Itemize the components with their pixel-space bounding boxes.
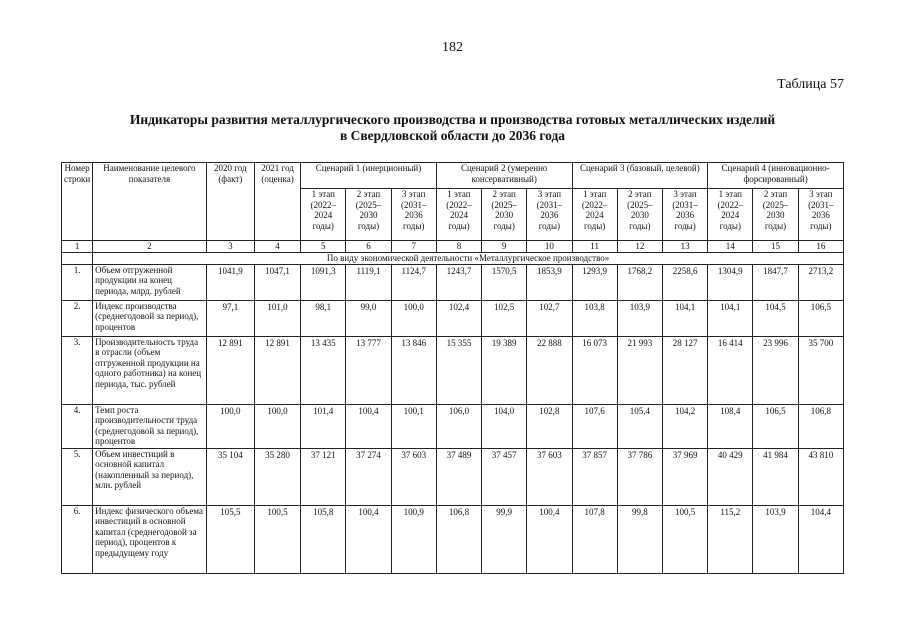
- header-s4-stage-3: 3 этап (2031–2036 годы): [798, 189, 843, 241]
- value-cell: 104,2: [662, 404, 707, 448]
- value-cell: 101,4: [301, 404, 346, 448]
- document-title-line-1: Индикаторы развития металлургического производства и производства готовых металлических изделий: [129, 112, 776, 127]
- row-number-cell: 3.: [62, 336, 93, 404]
- table-row: [62, 264, 844, 300]
- value-cell: 99,8: [617, 505, 662, 573]
- column-number: 12: [617, 241, 662, 253]
- value-cell: 100,0: [206, 404, 254, 448]
- value-cell: 1304,9: [708, 264, 753, 300]
- value-cell: 102,4: [436, 300, 481, 336]
- document-title: [60, 112, 845, 144]
- column-number: 6: [346, 241, 391, 253]
- value-cell: 1768,2: [617, 264, 662, 300]
- table-label: Таблица 57: [777, 77, 844, 92]
- value-cell: 2258,6: [662, 264, 707, 300]
- value-cell: 37 786: [617, 448, 662, 505]
- value-cell: 37 489: [436, 448, 481, 505]
- indicator-name-cell: Индекс физического объема инвестиций в основной капитал (среднегодовой за период), процентов к предыдущему году: [93, 505, 207, 573]
- value-cell: 99,0: [346, 300, 391, 336]
- row-number-cell: 5.: [62, 448, 93, 505]
- section-title: По виду экономической деятельности «Металлургическое производство»: [93, 252, 844, 264]
- value-cell: 105,8: [301, 505, 346, 573]
- table-row: [62, 300, 844, 336]
- row-number-cell: 2.: [62, 300, 93, 336]
- indicator-name-cell: Объем отгруженной продукции на конец периода, млрд. рублей: [93, 264, 207, 300]
- header-s2-stage-1: 1 этап (2022–2024 годы): [436, 189, 481, 241]
- value-cell: 106,5: [798, 300, 843, 336]
- column-number: 13: [662, 241, 707, 253]
- value-cell: 102,8: [527, 404, 572, 448]
- value-cell: 100,0: [254, 404, 300, 448]
- value-cell: 106,5: [753, 404, 798, 448]
- header-s4-stage-1: 1 этап (2022–2024 годы): [708, 189, 753, 241]
- header-row-number: Номер строки: [62, 163, 93, 241]
- value-cell: 37 603: [527, 448, 572, 505]
- value-cell: 107,8: [572, 505, 617, 573]
- value-cell: 21 993: [617, 336, 662, 404]
- indicator-name-cell: Производительность труда в отрасли (объем отгруженной продукции на одного работника) на конец периода, тыс. рублей: [93, 336, 207, 404]
- header-scenario-1: Сценарий 1 (инерционный): [301, 163, 437, 189]
- header-s2-stage-2: 2 этап (2025–2030 годы): [482, 189, 527, 241]
- value-cell: 107,6: [572, 404, 617, 448]
- value-cell: 15 355: [436, 336, 481, 404]
- value-cell: 19 389: [482, 336, 527, 404]
- column-number: 16: [798, 241, 843, 253]
- value-cell: 100,4: [346, 505, 391, 573]
- indicator-name-cell: Индекс производства (среднегодовой за период), процентов: [93, 300, 207, 336]
- value-cell: 103,9: [753, 505, 798, 573]
- value-cell: 12 891: [254, 336, 300, 404]
- row-number-cell: 1.: [62, 264, 93, 300]
- header-s1-stage-2: 2 этап (2025–2030 годы): [346, 189, 391, 241]
- value-cell: 101,0: [254, 300, 300, 336]
- column-number: 9: [482, 241, 527, 253]
- value-cell: 1041,9: [206, 264, 254, 300]
- value-cell: 100,4: [346, 404, 391, 448]
- table-row: [62, 505, 844, 573]
- header-s3-stage-1: 1 этап (2022–2024 годы): [572, 189, 617, 241]
- data-rows: [62, 264, 844, 573]
- value-cell: 1847,7: [753, 264, 798, 300]
- document-title-line-2: в Свердловской области до 2036 года: [339, 128, 566, 143]
- table-body: [62, 241, 844, 265]
- value-cell: 102,7: [527, 300, 572, 336]
- column-number: 3: [206, 241, 254, 253]
- column-number-row: [62, 241, 844, 253]
- value-cell: 100,1: [391, 404, 436, 448]
- column-number: 5: [301, 241, 346, 253]
- indicators-table: [61, 162, 844, 574]
- value-cell: 12 891: [206, 336, 254, 404]
- value-cell: 104,1: [662, 300, 707, 336]
- value-cell: 100,9: [391, 505, 436, 573]
- value-cell: 105,4: [617, 404, 662, 448]
- row-number-cell: 4.: [62, 404, 93, 448]
- value-cell: 1293,9: [572, 264, 617, 300]
- column-number: 10: [527, 241, 572, 253]
- value-cell: 37 274: [346, 448, 391, 505]
- header-scenario-3: Сценарий 3 (базовый, целевой): [572, 163, 708, 189]
- value-cell: 1243,7: [436, 264, 481, 300]
- value-cell: 97,1: [206, 300, 254, 336]
- table-row: [62, 448, 844, 505]
- header-scenario-2: Сценарий 2 (умеренно консервативный): [436, 163, 572, 189]
- value-cell: 16 414: [708, 336, 753, 404]
- column-number: 11: [572, 241, 617, 253]
- value-cell: 40 429: [708, 448, 753, 505]
- value-cell: 43 810: [798, 448, 843, 505]
- value-cell: 37 857: [572, 448, 617, 505]
- indicator-name-cell: Объем инвестиций в основной капитал (накопленный за период), млн. рублей: [93, 448, 207, 505]
- column-number: 15: [753, 241, 798, 253]
- column-number: 14: [708, 241, 753, 253]
- value-cell: 2713,2: [798, 264, 843, 300]
- column-number: 8: [436, 241, 481, 253]
- value-cell: 37 969: [662, 448, 707, 505]
- header-s1-stage-3: 3 этап (2031–2036 годы): [391, 189, 436, 241]
- value-cell: 106,0: [436, 404, 481, 448]
- value-cell: 104,1: [708, 300, 753, 336]
- column-number: 2: [93, 241, 207, 253]
- header-2020: 2020 год (факт): [206, 163, 254, 241]
- value-cell: 106,8: [436, 505, 481, 573]
- row-number-cell: 6.: [62, 505, 93, 573]
- header-scenario-4: Сценарий 4 (инновационно-форсированный): [708, 163, 844, 189]
- column-number: 7: [391, 241, 436, 253]
- value-cell: 102,5: [482, 300, 527, 336]
- value-cell: 13 846: [391, 336, 436, 404]
- value-cell: 105,5: [206, 505, 254, 573]
- value-cell: 115,2: [708, 505, 753, 573]
- header-2021: 2021 год (оценка): [254, 163, 300, 241]
- table-row: [62, 336, 844, 404]
- value-cell: 1047,1: [254, 264, 300, 300]
- value-cell: 1570,5: [482, 264, 527, 300]
- value-cell: 106,8: [798, 404, 843, 448]
- header-s2-stage-3: 3 этап (2031–2036 годы): [527, 189, 572, 241]
- value-cell: 1119,1: [346, 264, 391, 300]
- header-s3-stage-2: 2 этап (2025–2030 годы): [617, 189, 662, 241]
- value-cell: 1124,7: [391, 264, 436, 300]
- value-cell: 104,0: [482, 404, 527, 448]
- table-row: [62, 404, 844, 448]
- page-number: 182: [442, 40, 463, 55]
- indicator-name-cell: Темп роста производительности труда (среднегодовой за период), процентов: [93, 404, 207, 448]
- column-number: 4: [254, 241, 300, 253]
- value-cell: 13 777: [346, 336, 391, 404]
- value-cell: 41 984: [753, 448, 798, 505]
- table-header: [62, 163, 844, 241]
- value-cell: 22 888: [527, 336, 572, 404]
- value-cell: 35 700: [798, 336, 843, 404]
- value-cell: 37 457: [482, 448, 527, 505]
- value-cell: 98,1: [301, 300, 346, 336]
- value-cell: 35 280: [254, 448, 300, 505]
- header-s4-stage-2: 2 этап (2025–2030 годы): [753, 189, 798, 241]
- value-cell: 103,9: [617, 300, 662, 336]
- section-spacer-cell: [62, 252, 93, 264]
- value-cell: 23 996: [753, 336, 798, 404]
- value-cell: 28 127: [662, 336, 707, 404]
- value-cell: 103,8: [572, 300, 617, 336]
- header-s1-stage-1: 1 этап (2022–2024 годы): [301, 189, 346, 241]
- value-cell: 104,4: [798, 505, 843, 573]
- value-cell: 100,5: [662, 505, 707, 573]
- value-cell: 35 104: [206, 448, 254, 505]
- value-cell: 100,4: [527, 505, 572, 573]
- value-cell: 37 121: [301, 448, 346, 505]
- value-cell: 99,9: [482, 505, 527, 573]
- value-cell: 37 603: [391, 448, 436, 505]
- value-cell: 108,4: [708, 404, 753, 448]
- header-s3-stage-3: 3 этап (2031–2036 годы): [662, 189, 707, 241]
- value-cell: 100,0: [391, 300, 436, 336]
- column-number: 1: [62, 241, 93, 253]
- value-cell: 1091,3: [301, 264, 346, 300]
- value-cell: 100,5: [254, 505, 300, 573]
- value-cell: 16 073: [572, 336, 617, 404]
- value-cell: 104,5: [753, 300, 798, 336]
- value-cell: 13 435: [301, 336, 346, 404]
- value-cell: 1853,9: [527, 264, 572, 300]
- header-indicator-name: Наименование целевого показателя: [93, 163, 207, 241]
